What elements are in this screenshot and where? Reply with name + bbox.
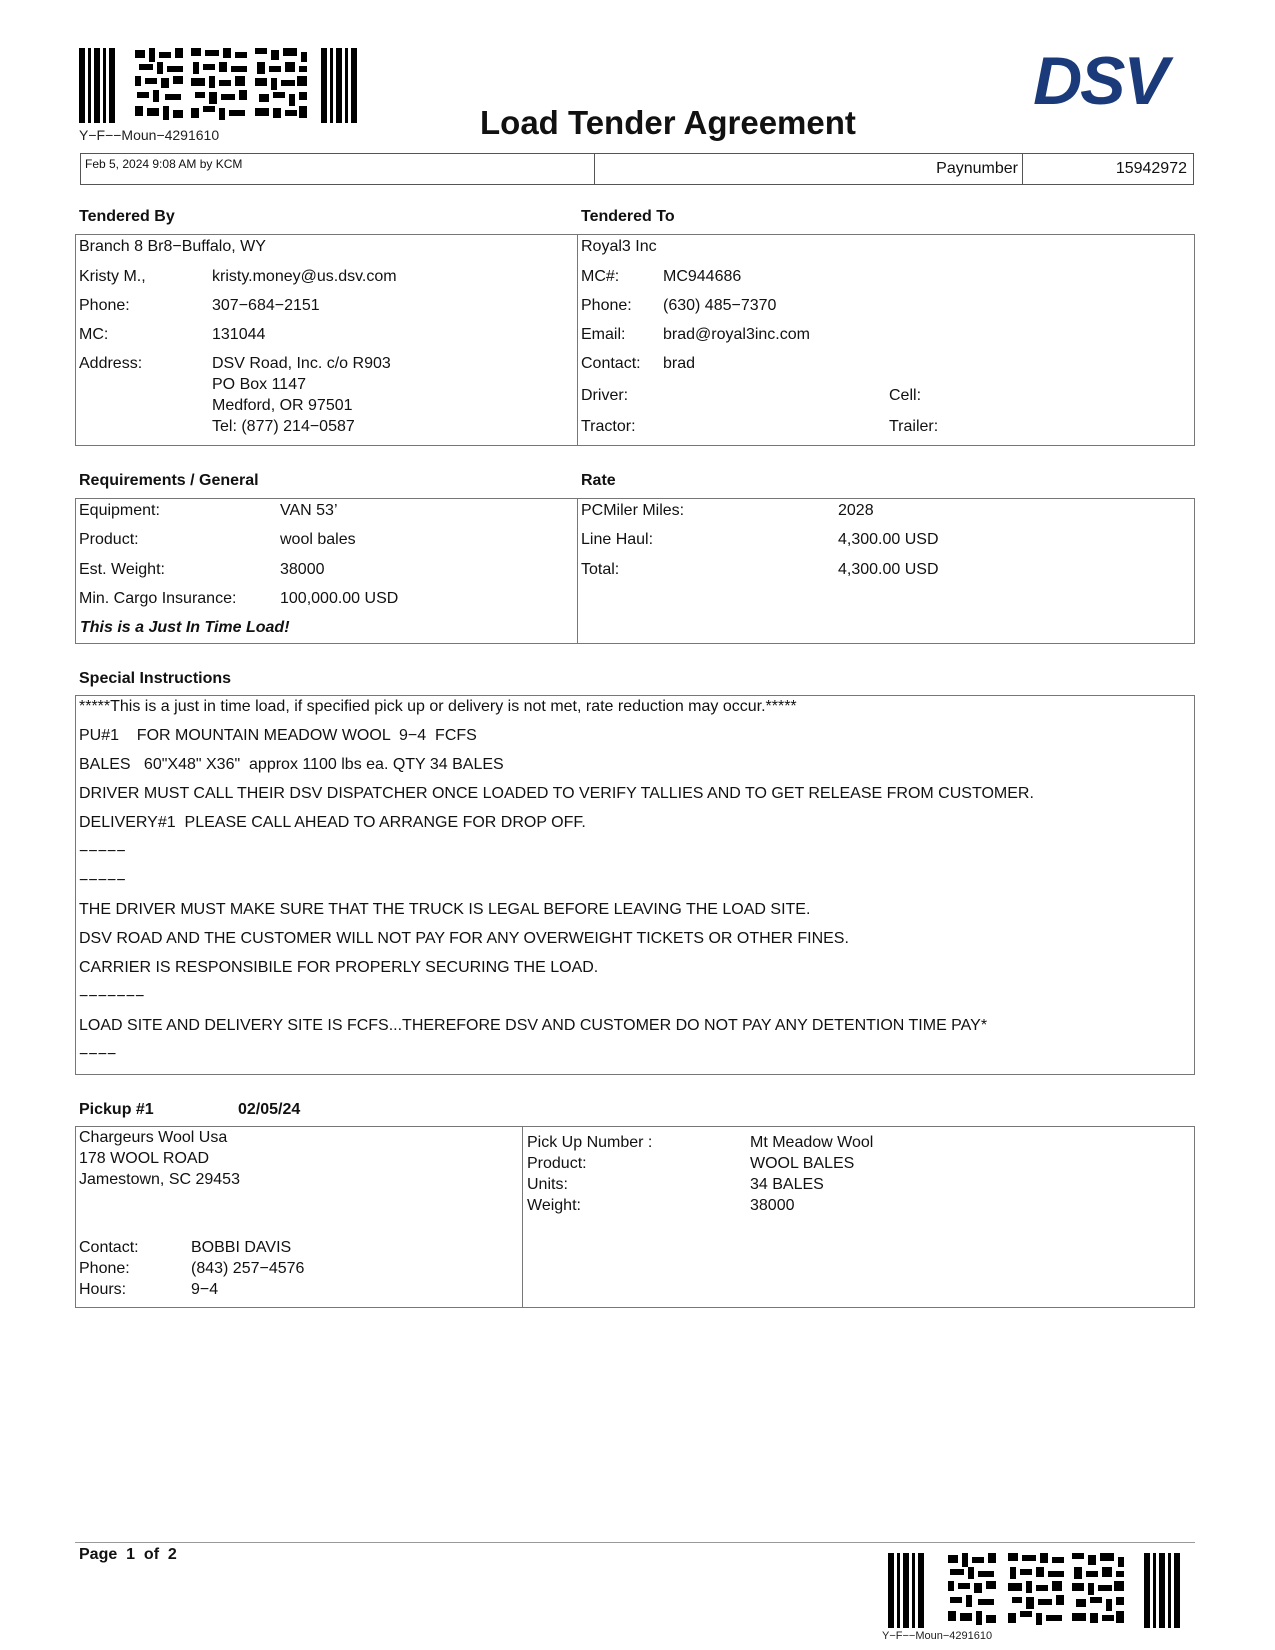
tendered-by-address-line: Tel: (877) 214−0587 — [212, 418, 355, 435]
tendered-by-branch: Branch 8 Br8−Buffalo, WY — [79, 238, 266, 255]
tendered-to-heading: Tendered To — [581, 208, 675, 225]
pickup-address-line: 178 WOOL ROAD — [79, 1150, 210, 1167]
pickup-detail-label: Product: — [527, 1155, 587, 1172]
tendered-to-mc-label: MC#: — [581, 268, 620, 285]
instruction-line: THE DRIVER MUST MAKE SURE THAT THE TRUCK IS LEGAL BEFORE LEAVING THE LOAD SITE. — [79, 901, 811, 918]
requirement-label: Est. Weight: — [79, 561, 165, 578]
svg-text:DSV: DSV — [1033, 50, 1167, 112]
tendered-by-address-line: DSV Road, Inc. c/o R903 — [212, 355, 391, 372]
tendered-by-phone-label: Phone: — [79, 297, 130, 314]
pickup-date: 02/05/24 — [238, 1101, 301, 1118]
tendered-to-driver-label: Driver: — [581, 387, 629, 404]
instruction-line: BALES 60"X48" X36" approx 1100 lbs ea. QTY 34 BALES — [79, 756, 504, 773]
tendered-to-mc: MC944686 — [663, 268, 742, 285]
pickup-phone: (843) 257−4576 — [191, 1260, 305, 1277]
tendered-by-mc: 131044 — [212, 326, 266, 343]
rate-value: 4,300.00 USD — [838, 531, 939, 548]
requirement-value: 38000 — [280, 561, 325, 578]
instruction-line: *****This is a just in time load, if specified pick up or delivery is not met, rate reduction may occur.***** — [79, 698, 797, 715]
just-in-time-note: This is a Just In Time Load! — [80, 619, 290, 636]
pickup-detail-value: Mt Meadow Wool — [750, 1134, 874, 1151]
requirement-value: 100,000.00 USD — [280, 590, 399, 607]
paynumber-value: 15942972 — [1115, 160, 1187, 177]
pickup-detail-label: Units: — [527, 1176, 568, 1193]
tendered-by-phone: 307−684−2151 — [212, 297, 320, 314]
page-title: Load Tender Agreement — [480, 104, 856, 141]
tendered-by-contact-name: Kristy M., — [79, 268, 146, 285]
rate-label: PCMiler Miles: — [581, 502, 685, 519]
rate-label: Total: — [581, 561, 620, 578]
tendered-by-mc-label: MC: — [79, 326, 109, 343]
pickup-detail-label: Weight: — [527, 1197, 581, 1214]
tendered-to-tractor-label: Tractor: — [581, 418, 636, 435]
pickup-heading: Pickup #1 — [79, 1101, 154, 1118]
timestamp: Feb 5, 2024 9:08 AM by KCM — [85, 157, 243, 171]
rate-heading: Rate — [581, 472, 616, 489]
pickup-contact: BOBBI DAVIS — [191, 1239, 292, 1256]
requirements-rate-divider — [577, 498, 578, 644]
tendered-by-address-line: Medford, OR 97501 — [212, 397, 353, 414]
tendered-to-phone: (630) 485−7370 — [663, 297, 777, 314]
pickup-detail-label: Pick Up Number : — [527, 1134, 653, 1151]
timestamp-cell — [81, 154, 595, 184]
tendered-to-contact: brad — [663, 355, 696, 372]
barcode-top — [79, 48, 369, 143]
instruction-line: PU#1 FOR MOUNTAIN MEADOW WOOL 9−4 FCFS — [79, 727, 477, 744]
paynumber-value-cell — [1023, 154, 1193, 184]
paynumber-label: Paynumber — [936, 160, 1018, 177]
tendered-to-cell-label: Cell: — [889, 387, 922, 404]
requirement-label: Product: — [79, 531, 139, 548]
barcode-bottom — [882, 1553, 1188, 1642]
requirement-value: wool bales — [280, 531, 356, 548]
tendered-to-email-label: Email: — [581, 326, 626, 343]
tendered-by-heading: Tendered By — [79, 208, 175, 225]
pickup-address-line: Jamestown, SC 29453 — [79, 1171, 240, 1188]
tendered-to-email[interactable]: brad@royal3inc.com — [663, 326, 810, 343]
page-number: Page 1 of 2 — [79, 1546, 177, 1563]
pickup-detail-value: WOOL BALES — [750, 1155, 855, 1172]
dsv-logo-graphic — [1010, 50, 1190, 112]
pickup-divider — [522, 1126, 523, 1308]
footer-divider — [75, 1542, 1195, 1543]
instruction-line: DELIVERY#1 PLEASE CALL AHEAD TO ARRANGE FOR DROP OFF. — [79, 814, 586, 831]
tendered-to-trailer-label: Trailer: — [889, 418, 939, 435]
instruction-line: −−−− — [79, 1046, 117, 1063]
tendered-to-company: Royal3 Inc — [581, 238, 657, 255]
instruction-line: −−−−−−− — [79, 988, 145, 1005]
instruction-line: −−−−− — [79, 843, 126, 860]
tendered-by-address-line: PO Box 1147 — [212, 376, 306, 393]
barcode-id-bottom: Y−F−−Moun−4291610 — [882, 1630, 993, 1642]
pickup-phone-label: Phone: — [79, 1260, 130, 1277]
requirement-label: Equipment: — [79, 502, 160, 519]
pickup-detail-value: 34 BALES — [750, 1176, 824, 1193]
rate-label: Line Haul: — [581, 531, 654, 548]
instruction-line: DRIVER MUST CALL THEIR DSV DISPATCHER ONCE LOADED TO VERIFY TALLIES AND TO GET RELEASE FROM CUSTOMER. — [79, 785, 1034, 802]
tendered-by-address-label: Address: — [79, 355, 143, 372]
rate-value: 2028 — [838, 502, 874, 519]
info-bar — [80, 153, 1194, 185]
pickup-hours-label: Hours: — [79, 1281, 127, 1298]
pickup-detail-value: 38000 — [750, 1197, 795, 1214]
instruction-line: CARRIER IS RESPONSIBILE FOR PROPERLY SECURING THE LOAD. — [79, 959, 599, 976]
pickup-contact-label: Contact: — [79, 1239, 139, 1256]
pickup-box — [75, 1126, 1195, 1308]
requirement-label: Min. Cargo Insurance: — [79, 590, 237, 607]
requirement-value: VAN 53’ — [280, 502, 338, 519]
paynumber-label-cell — [595, 154, 1023, 184]
rate-value: 4,300.00 USD — [838, 561, 939, 578]
pickup-hours: 9−4 — [191, 1281, 219, 1298]
instruction-line: LOAD SITE AND DELIVERY SITE IS FCFS...THEREFORE DSV AND CUSTOMER DO NOT PAY ANY DETENTION TIME PAY* — [79, 1017, 988, 1034]
tendered-divider — [577, 234, 578, 446]
barcode-graphic — [888, 1553, 1188, 1628]
special-instructions-heading: Special Instructions — [79, 670, 232, 687]
instruction-line: DSV ROAD AND THE CUSTOMER WILL NOT PAY FOR ANY OVERWEIGHT TICKETS OR OTHER FINES. — [79, 930, 849, 947]
dsv-logo — [1010, 50, 1190, 112]
pickup-address-line: Chargeurs Wool Usa — [79, 1129, 228, 1146]
barcode-id-top: Y−F−−Moun−4291610 — [79, 127, 220, 143]
tendered-to-contact-label: Contact: — [581, 355, 641, 372]
requirements-heading: Requirements / General — [79, 472, 259, 489]
instruction-line: −−−−− — [79, 872, 126, 889]
tendered-by-contact-email[interactable]: kristy.money@us.dsv.com — [212, 268, 397, 285]
barcode-graphic — [79, 48, 369, 123]
tendered-to-phone-label: Phone: — [581, 297, 632, 314]
